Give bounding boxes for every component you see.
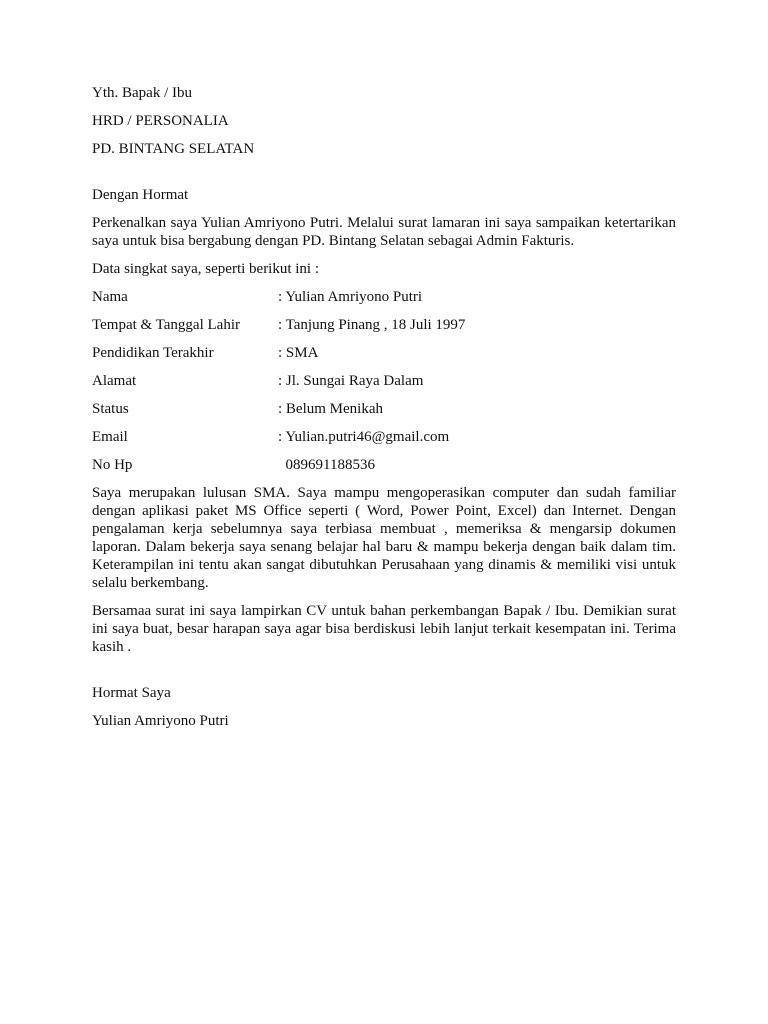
signature-name: Yulian Amriyono Putri [92, 713, 229, 729]
data-label: Alamat [92, 373, 137, 389]
letter-page [92, 84, 676, 740]
closing-block [92, 684, 676, 730]
data-value: : SMA [278, 345, 319, 361]
data-value: : Yulian.putri46@gmail.com [278, 429, 450, 445]
signoff: Hormat Saya [92, 685, 171, 701]
personal-data-list [92, 288, 676, 474]
data-row-phone [92, 456, 676, 474]
data-label: Tempat & Tanggal Lahir [92, 317, 240, 333]
greeting: Dengan Hormat [92, 187, 189, 203]
data-value: : Belum Menikah [278, 401, 383, 417]
data-value: : Yulian Amriyono Putri [278, 289, 423, 305]
recipient-line-1: Yth. Bapak / Ibu [92, 85, 192, 101]
data-row-birth [92, 316, 676, 334]
data-label: Nama [92, 289, 128, 305]
data-row-nama [92, 288, 676, 306]
body-paragraph: Saya merupakan lulusan SMA. Saya mampu mengoperasikan computer dan sudah familiar dengan aplikasi paket MS Office seperti ( Word, Power Point, Excel) dan Internet. Dengan pengalaman kerja sebelumnya saya terbiasa membuat , memeriksa & mengarsip dokumen laporan. Dalam bekerja saya senang belajar hal baru & mampu bekerja dengan baik dalam tim. Keterampilan ini tentu akan sangat dibutuhkan Perusahaan yang dinamis & memiliki visi untuk selalu berkembang. [92, 485, 676, 591]
data-value: : Jl. Sungai Raya Dalam [278, 373, 424, 389]
data-row-status [92, 400, 676, 418]
data-row-education [92, 344, 676, 362]
data-heading: Data singkat saya, seperti berikut ini : [92, 261, 320, 277]
recipient-line-3: PD. BINTANG SELATAN [92, 141, 255, 157]
data-row-address [92, 372, 676, 390]
data-label: Status [92, 401, 129, 417]
closing-paragraph: Bersamaa surat ini saya lampirkan CV untuk bahan perkembangan Bapak / Ibu. Demikian surat ini saya buat, besar harapan saya agar bisa berdiskusi lebih lanjut terkait kesempatan ini. Terima kasih . [92, 603, 676, 655]
data-label: Pendidikan Terakhir [92, 345, 214, 361]
data-label: No Hp [92, 457, 133, 473]
recipient-block [92, 84, 676, 158]
recipient-line-2: HRD / PERSONALIA [92, 113, 229, 129]
spacer [92, 666, 676, 684]
spacer [92, 168, 676, 186]
data-value: 089691188536 [278, 457, 375, 473]
intro-paragraph: Perkenalkan saya Yulian Amriyono Putri. Melalui surat lamaran ini saya sampaikan ketertarikan saya untuk bisa bergabung dengan PD. Bintang Selatan sebagai Admin Fakturis. [92, 215, 676, 249]
data-label: Email [92, 429, 128, 445]
data-row-email [92, 428, 676, 446]
data-value: : Tanjung Pinang , 18 Juli 1997 [278, 317, 466, 333]
